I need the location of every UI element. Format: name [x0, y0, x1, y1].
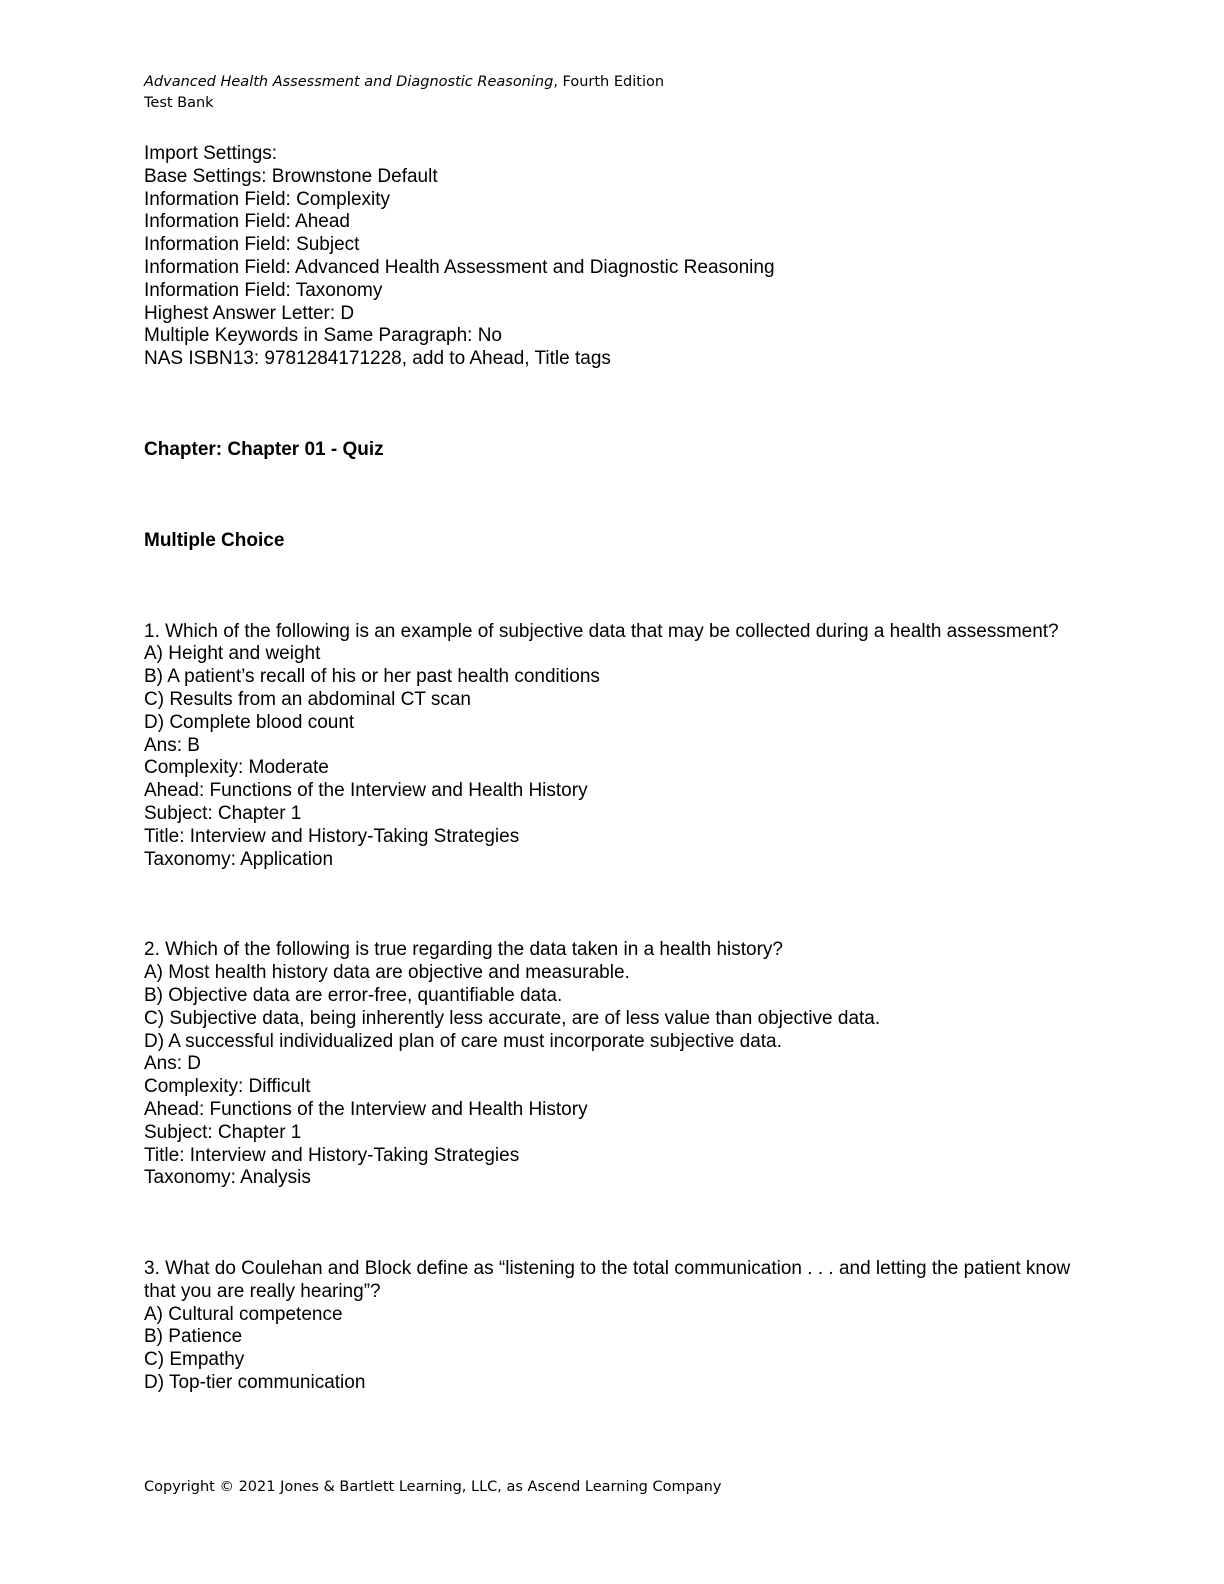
answer-option: D) Complete blood count	[144, 711, 355, 733]
question-meta: Taxonomy: Analysis	[144, 1167, 311, 1189]
import-settings-line: Highest Answer Letter: D	[144, 302, 355, 324]
import-settings-line: Multiple Keywords in Same Paragraph: No	[144, 325, 503, 347]
question-meta: Subject: Chapter 1	[144, 1121, 302, 1143]
question-2	[144, 939, 1094, 1190]
answer-option: D) A successful individualized plan of care must incorporate subjective data.	[144, 1030, 782, 1052]
answer-option: D) Top-tier communication	[144, 1372, 366, 1394]
copyright-notice: Copyright © 2021 Jones & Bartlett Learning, LLC, as Ascend Learning Company	[144, 1479, 722, 1495]
answer-option: C) Subjective data, being inherently less accurate, are of less value than objective data.	[144, 1007, 881, 1029]
question-meta: Complexity: Moderate	[144, 757, 329, 779]
question-1	[144, 621, 1094, 872]
answer-option: A) Cultural competence	[144, 1303, 343, 1325]
answer-option: B) Objective data are error-free, quantifiable data.	[144, 984, 563, 1006]
answer-option: C) Empathy	[144, 1349, 245, 1371]
header-title-line	[144, 72, 664, 93]
import-settings	[144, 143, 1094, 371]
question-meta: Title: Interview and History-Taking Strategies	[144, 825, 520, 847]
answer-option: A) Height and weight	[144, 643, 321, 665]
page-header	[144, 72, 664, 114]
import-settings-line: Information Field: Taxonomy	[144, 279, 383, 301]
page-footer	[144, 1477, 721, 1498]
question-meta: Ans: D	[144, 1053, 202, 1075]
question-stem: 1. Which of the following is an example of subjective data that may be collected during a health assessment?	[144, 620, 1059, 642]
book-edition: , Fourth Edition	[553, 74, 665, 90]
answer-option: C) Results from an abdominal CT scan	[144, 688, 471, 710]
import-settings-line: Information Field: Subject	[144, 234, 360, 256]
book-title: Advanced Health Assessment and Diagnostic Reasoning	[144, 74, 554, 90]
question-stem: 2. Which of the following is true regarding the data taken in a health history?	[144, 939, 783, 961]
chapter-heading: Chapter: Chapter 01 - Quiz	[144, 438, 384, 460]
import-settings-line: NAS ISBN13: 9781284171228, add to Ahead, Title tags	[144, 348, 611, 370]
question-3	[144, 1258, 1094, 1395]
question-meta: Title: Interview and History-Taking Strategies	[144, 1144, 520, 1166]
question-meta: Complexity: Difficult	[144, 1076, 311, 1098]
import-settings-line: Information Field: Advanced Health Assessment and Diagnostic Reasoning	[144, 256, 775, 278]
question-meta: Ahead: Functions of the Interview and Health History	[144, 1098, 588, 1120]
section-heading: Multiple Choice	[144, 529, 285, 551]
document-body	[144, 143, 1094, 1395]
import-settings-line: Information Field: Complexity	[144, 188, 391, 210]
question-meta: Ahead: Functions of the Interview and Health History	[144, 780, 588, 802]
question-stem: 3. What do Coulehan and Block define as “listening to the total communication . . . and letting the patient know that you are really hearing”?	[144, 1258, 1071, 1302]
question-meta: Taxonomy: Application	[144, 848, 334, 870]
question-meta: Subject: Chapter 1	[144, 802, 302, 824]
answer-option: A) Most health history data are objective and measurable.	[144, 962, 630, 984]
question-meta: Ans: B	[144, 734, 200, 756]
header-subtitle: Test Bank	[144, 95, 214, 111]
import-settings-line: Information Field: Ahead	[144, 211, 350, 233]
answer-option: B) Patience	[144, 1326, 243, 1348]
answer-option: B) A patient’s recall of his or her past health conditions	[144, 666, 600, 688]
import-settings-line: Import Settings:	[144, 143, 278, 164]
import-settings-line: Base Settings: Brownstone Default	[144, 165, 438, 187]
